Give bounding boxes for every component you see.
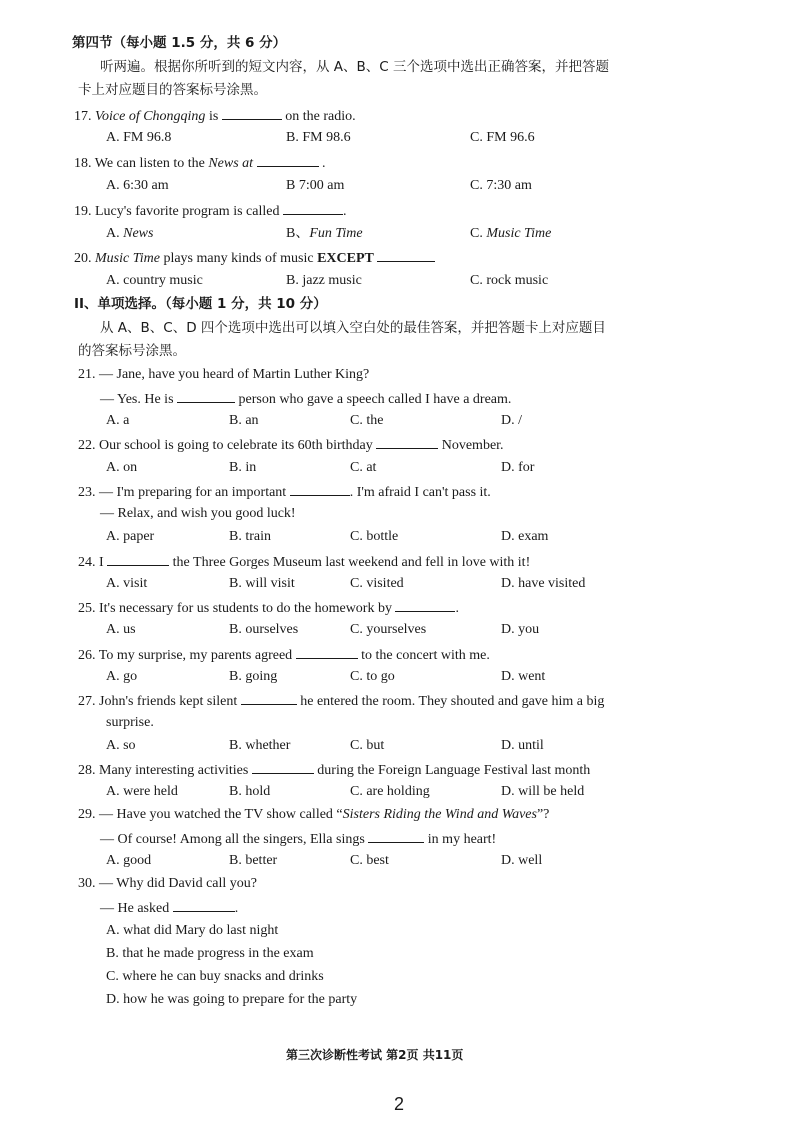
q26-option-b: B. going xyxy=(229,669,278,684)
q25-option-b: B. ourselves xyxy=(229,622,299,637)
answer-blank xyxy=(177,389,235,403)
q28-option-b: B. hold xyxy=(229,784,271,799)
answer-blank xyxy=(283,201,343,215)
q22-option-d: D. for xyxy=(501,460,535,475)
question-20: 20. Music Time plays many kinds of music EXCEPT xyxy=(74,248,435,268)
q27-option-b: B. whether xyxy=(229,738,291,753)
q24-option-d: D. have visited xyxy=(501,576,586,591)
section2-instructions-line2: 的答案标号涂黑。 xyxy=(78,343,186,359)
answer-blank xyxy=(257,153,319,167)
q25-option-a: A. us xyxy=(106,622,136,637)
q24-option-a: A. visit xyxy=(106,576,148,591)
question-30-line2: — He asked . xyxy=(100,898,238,918)
question-21-line2: — Yes. He is person who gave a speech called I have a dream. xyxy=(100,389,511,409)
question-21-line1: 21. — Jane, have you heard of Martin Luther King? xyxy=(78,367,370,382)
q29-option-d: D. well xyxy=(501,853,543,868)
q20-option-a: A. country music xyxy=(106,273,203,288)
q21-option-a: A. a xyxy=(106,413,130,428)
q20-option-c: C. rock music xyxy=(470,273,549,288)
answer-blank xyxy=(252,760,314,774)
q19-option-a: A. News xyxy=(106,226,154,241)
q27-option-a: A. so xyxy=(106,738,136,753)
q26-option-a: A. go xyxy=(106,669,138,684)
answer-blank xyxy=(107,552,169,566)
q29-option-a: A. good xyxy=(106,853,152,868)
section4-instructions-line2: 卡上对应题目的答案标号涂黑。 xyxy=(78,82,267,98)
answer-blank xyxy=(296,645,358,659)
q21-option-b: B. an xyxy=(229,413,259,428)
q30-option-b: B. that he made progress in the exam xyxy=(106,946,314,961)
question-24: 24. I the Three Gorges Museum last weekend and fell in love with it! xyxy=(78,552,530,572)
q23-option-a: A. paper xyxy=(106,529,155,544)
section2-instructions-line1: 从 A、B、C、D 四个选项中选出可以填入空白处的最佳答案，并把答题卡上对应题目 xyxy=(100,320,606,336)
q29-option-b: B. better xyxy=(229,853,278,868)
answer-blank xyxy=(173,898,235,912)
q28-option-c: C. are holding xyxy=(350,784,430,799)
question-17: 17. Voice of Chongqing is on the radio. xyxy=(74,106,356,126)
q30-option-a: A. what did Mary do last night xyxy=(106,923,279,938)
q28-option-d: D. will be held xyxy=(501,784,585,799)
q28-option-a: A. were held xyxy=(106,784,178,799)
q29-option-c: C. best xyxy=(350,853,389,868)
question-22: 22. Our school is going to celebrate its 60th birthday November. xyxy=(78,435,504,455)
answer-blank xyxy=(241,691,297,705)
question-23-line1: 23. — I'm preparing for an important . I'm afraid I can't pass it. xyxy=(78,482,491,502)
page-footer: 第三次诊断性考试 第2页 共11页 xyxy=(286,1048,464,1062)
q26-option-d: D. went xyxy=(501,669,546,684)
answer-blank xyxy=(395,598,455,612)
q20-option-b: B. jazz music xyxy=(286,273,362,288)
question-23-line2: — Relax, and wish you good luck! xyxy=(100,506,296,521)
q17-option-b: B. FM 98.6 xyxy=(286,130,351,145)
q22-option-a: A. on xyxy=(106,460,138,475)
q19-option-c: C. Music Time xyxy=(470,226,552,241)
q19-option-b: B、Fun Time xyxy=(286,226,363,241)
q18-option-b: B 7:00 am xyxy=(286,178,345,193)
question-27-line1: 27. John's friends kept silent he entered the room. They shouted and gave him a big xyxy=(78,691,604,711)
question-19: 19. Lucy's favorite program is called . xyxy=(74,201,346,221)
answer-blank xyxy=(222,106,282,120)
q26-option-c: C. to go xyxy=(350,669,395,684)
q23-option-c: C. bottle xyxy=(350,529,399,544)
q18-option-c: C. 7:30 am xyxy=(470,178,532,193)
page-number: 2 xyxy=(394,1094,405,1114)
answer-blank xyxy=(376,435,438,449)
q27-option-c: C. but xyxy=(350,738,385,753)
section2-heading: II、单项选择。（每小题 1 分，共 10 分） xyxy=(74,296,327,312)
q23-option-b: B. train xyxy=(229,529,271,544)
question-27-line2: surprise. xyxy=(106,715,154,730)
q22-option-c: C. at xyxy=(350,460,377,475)
answer-blank xyxy=(377,248,435,262)
question-18: 18. We can listen to the News at . xyxy=(74,153,326,173)
q17-option-c: C. FM 96.6 xyxy=(470,130,535,145)
q27-option-d: D. until xyxy=(501,738,544,753)
question-29-line2: — Of course! Among all the singers, Ella sings in my heart! xyxy=(100,829,496,849)
q21-option-d: D. / xyxy=(501,413,522,428)
question-29-line1: 29. — Have you watched the TV show called “Sisters Riding the Wind and Waves”? xyxy=(78,807,550,822)
q21-option-c: C. the xyxy=(350,413,384,428)
q30-option-c: C. where he can buy snacks and drinks xyxy=(106,969,324,984)
q25-option-d: D. you xyxy=(501,622,540,637)
question-26: 26. To my surprise, my parents agreed to the concert with me. xyxy=(78,645,490,665)
q24-option-c: C. visited xyxy=(350,576,404,591)
q22-option-b: B. in xyxy=(229,460,257,475)
question-30-line1: 30. — Why did David call you? xyxy=(78,876,257,891)
q18-option-a: A. 6:30 am xyxy=(106,178,169,193)
q24-option-b: B. will visit xyxy=(229,576,295,591)
answer-blank xyxy=(290,482,350,496)
answer-blank xyxy=(368,829,424,843)
q17-option-a: A. FM 96.8 xyxy=(106,130,172,145)
question-25: 25. It's necessary for us students to do the homework by . xyxy=(78,598,459,618)
q30-option-d: D. how he was going to prepare for the party xyxy=(106,992,358,1007)
section4-instructions-line1: 听两遍。根据你所听到的短文内容，从 A、B、C 三个选项中选出正确答案，并把答题 xyxy=(100,59,610,75)
question-28: 28. Many interesting activities during the Foreign Language Festival last month xyxy=(78,760,590,780)
q23-option-d: D. exam xyxy=(501,529,549,544)
section4-heading: 第四节（每小题 1.5 分，共 6 分） xyxy=(72,35,287,51)
q25-option-c: C. yourselves xyxy=(350,622,427,637)
